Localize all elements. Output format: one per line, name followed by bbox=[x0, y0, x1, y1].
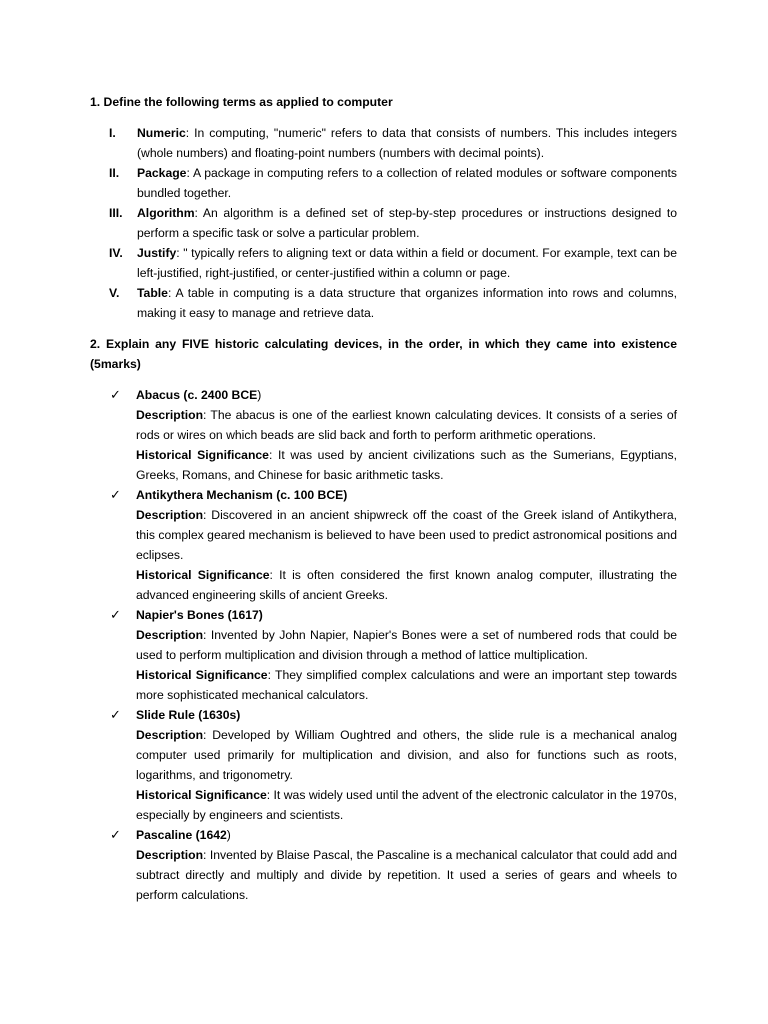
device-item bbox=[90, 825, 677, 905]
checkmark-icon: ✓ bbox=[110, 827, 121, 842]
device-title-suffix: ) bbox=[257, 388, 262, 402]
significance-label: Historical Significance bbox=[136, 448, 269, 462]
roman-numeral: III. bbox=[109, 206, 123, 220]
term: Algorithm bbox=[137, 206, 195, 220]
device-title-suffix: ) bbox=[226, 828, 231, 842]
term: Justify bbox=[137, 246, 177, 260]
description-label: Description bbox=[136, 508, 204, 522]
device-item bbox=[90, 705, 677, 825]
question-1-heading: 1. Define the following terms as applied to computer bbox=[90, 95, 393, 109]
device-significance: : It was used by ancient civilizations such as the Sumerians, Egyptians, Greeks, Romans, and Chinese for basic arithmetic tasks. bbox=[136, 448, 678, 482]
definition-text: : A table in computing is a data structure that organizes information into rows and columns, making it easy to manage and retrieve data. bbox=[137, 286, 677, 320]
device-title: Pascaline (1642 bbox=[136, 828, 227, 842]
device-significance: : They simplified complex calculations and were an important step towards more sophisticated mechanical calculators. bbox=[136, 668, 678, 702]
definition-item bbox=[90, 283, 677, 323]
description-label: Description bbox=[136, 848, 204, 862]
device-description: : The abacus is one of the earliest known calculating devices. It consists of a series of rods or wires on which beads are slid back and forth to perform arithmetic operations. bbox=[136, 408, 677, 442]
device-title: Antikythera Mechanism (c. 100 BCE) bbox=[136, 488, 348, 502]
roman-numeral: II. bbox=[109, 166, 120, 180]
device-item bbox=[90, 485, 677, 605]
checkmark-icon: ✓ bbox=[110, 707, 121, 722]
device-significance: : It is often considered the first known analog computer, illustrating the advanced engineering skills of ancient Greeks. bbox=[136, 568, 678, 602]
definition-text: : In computing, "numeric" refers to data that consists of numbers. This includes integers (whole numbers) and floating-point numbers (numbers with decimal points). bbox=[137, 126, 677, 160]
device-item bbox=[90, 605, 677, 705]
checkmark-icon: ✓ bbox=[110, 387, 121, 402]
device-description: : Developed by William Oughtred and others, the slide rule is a mechanical analog computer used primarily for multiplication and division, and also for functions such as roots, logarithms, and trigonometry. bbox=[136, 728, 677, 782]
definition-item bbox=[90, 163, 677, 203]
device-significance: : It was widely used until the advent of the electronic calculator in the 1970s, especially by engineers and scientists. bbox=[136, 788, 677, 822]
checkmark-icon: ✓ bbox=[110, 607, 121, 622]
description-label: Description bbox=[136, 728, 204, 742]
term: Table bbox=[137, 286, 168, 300]
definition-text: : " typically refers to aligning text or data within a field or document. For example, text can be left-justified, right-justified, or center-justified within a column or page. bbox=[137, 246, 677, 280]
significance-label: Historical Significance bbox=[136, 788, 267, 802]
device-item bbox=[90, 385, 677, 485]
checkmark-icon: ✓ bbox=[110, 487, 121, 502]
definitions-list bbox=[90, 123, 677, 323]
term: Numeric bbox=[137, 126, 186, 140]
definition-item bbox=[90, 123, 677, 163]
device-description: : Invented by John Napier, Napier's Bones were a set of numbered rods that could be used to perform multiplication and division through a method of lattice multiplication. bbox=[136, 628, 677, 662]
device-title: Abacus (c. 2400 BCE bbox=[136, 388, 258, 402]
roman-numeral: I. bbox=[109, 126, 116, 140]
term: Package bbox=[137, 166, 187, 180]
description-label: Description bbox=[136, 408, 204, 422]
definition-text: : An algorithm is a defined set of step-by-step procedures or instructions designed to perform a specific task or solve a particular problem. bbox=[137, 206, 677, 240]
description-label: Description bbox=[136, 628, 204, 642]
significance-label: Historical Significance bbox=[136, 568, 270, 582]
devices-list bbox=[90, 385, 677, 905]
definition-text: : A package in computing refers to a collection of related modules or software components bundled together. bbox=[137, 166, 677, 200]
roman-numeral: IV. bbox=[109, 246, 123, 260]
roman-numeral: V. bbox=[109, 286, 120, 300]
significance-label: Historical Significance bbox=[136, 668, 268, 682]
definition-item bbox=[90, 203, 677, 243]
device-title: Slide Rule (1630s) bbox=[136, 708, 241, 722]
device-description: : Discovered in an ancient shipwreck off the coast of the Greek island of Antikythera, this complex geared mechanism is believed to have been used to predict astronomical positions and eclipses. bbox=[136, 508, 677, 562]
device-description: : Invented by Blaise Pascal, the Pascaline is a mechanical calculator that could add and subtract directly and multiply and divide by repetition. It used a series of gears and wheels to perform calculations. bbox=[136, 848, 677, 902]
device-title: Napier's Bones (1617) bbox=[136, 608, 263, 622]
definition-item bbox=[90, 243, 677, 283]
question-2-heading: 2. Explain any FIVE historic calculating devices, in the order, in which they came into existence (5marks) bbox=[90, 337, 677, 371]
